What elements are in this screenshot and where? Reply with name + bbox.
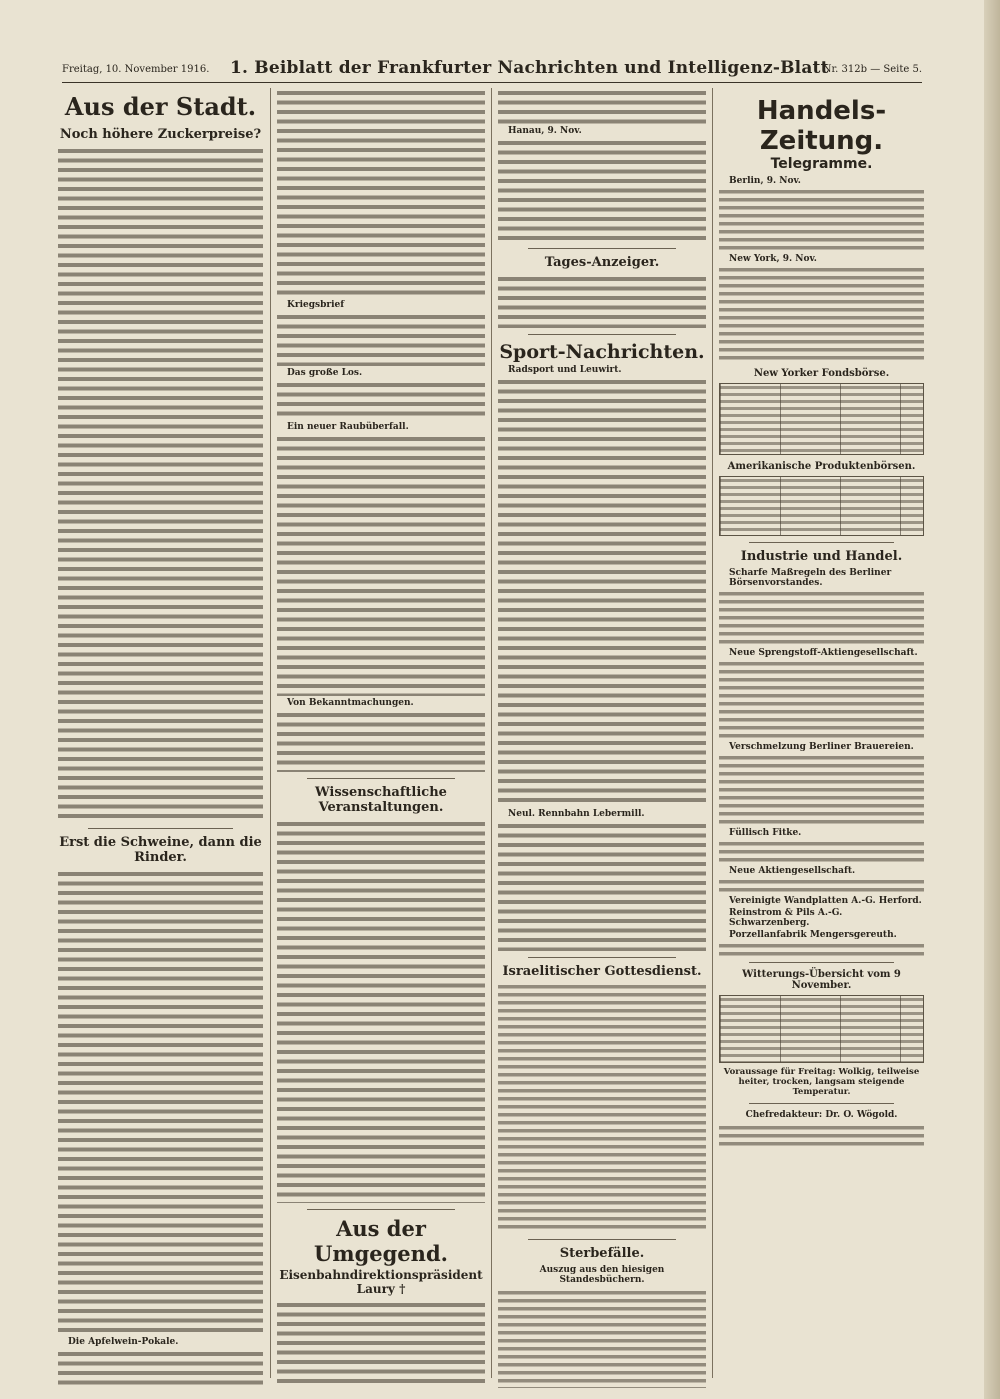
divider <box>749 1103 894 1104</box>
article-body <box>719 840 924 864</box>
article-body <box>277 710 485 772</box>
article-lead: Ein neuer Raubüberfall. <box>277 422 485 432</box>
article-body <box>719 942 924 956</box>
article-body <box>58 869 263 1335</box>
article-body <box>719 878 924 894</box>
data-table <box>719 476 924 536</box>
divider <box>528 957 676 958</box>
table-title: Amerikanische Produktenbörsen. <box>727 461 916 472</box>
masthead-title: 1. Beiblatt der Frankfurter Nachrichten und Intelligenz-Blatt <box>230 58 829 78</box>
article-body <box>277 1300 485 1388</box>
article-title: Sterbefälle. <box>559 1246 645 1261</box>
table-title: Witterungs-Übersicht vom 9 November. <box>742 969 901 991</box>
article-lead: Neul. Rennbahn Lebermill. <box>498 809 706 819</box>
article-subtitle: Auszug aus den hiesigen Standesbüchern. <box>539 1265 665 1285</box>
imprint-title: Chefredakteur: Dr. O. Wögold. <box>745 1110 898 1120</box>
divider <box>307 1209 455 1210</box>
section-title: Sport-Nachrichten. <box>499 341 705 363</box>
article-title: Noch höhere Zuckerpreise? <box>59 127 262 142</box>
article-body <box>719 590 924 646</box>
masthead-date: Freitag, 10. November 1916. <box>62 64 210 75</box>
article-lead: New York, 9. Nov. <box>719 254 924 264</box>
article-title: Wissenschaftliche Veranstaltungen. <box>315 785 447 815</box>
article-body <box>58 1349 263 1388</box>
article-body <box>277 434 485 696</box>
column-1 <box>58 88 263 1388</box>
article-title: Tages-Anzeiger. <box>544 255 660 270</box>
article-body <box>277 380 485 420</box>
divider <box>307 778 455 779</box>
article-lead: Die Apfelwein-Pokale. <box>58 1337 263 1347</box>
divider <box>749 962 894 963</box>
article-body <box>277 312 485 366</box>
article-lead: Radsport und Leuwirt. <box>498 365 706 375</box>
article-lead: Scharfe Maßregeln des Berliner Börsenvorstandes. <box>719 568 924 588</box>
article-lead: Neue Aktiengesellschaft. <box>719 866 924 876</box>
section-subtitle: Telegramme. <box>770 156 873 172</box>
section-title: Handels-Zeitung. <box>756 96 887 156</box>
column-rule <box>491 88 492 1378</box>
divider <box>749 542 894 543</box>
weather-table <box>719 995 924 1063</box>
column-3 <box>498 88 706 1388</box>
article-lead: Füllisch Fitke. <box>719 828 924 838</box>
table-title: New Yorker Fondsbörse. <box>753 368 890 379</box>
data-table <box>719 383 924 455</box>
article-lead: Hanau, 9. Nov. <box>498 126 706 136</box>
article-body <box>498 1289 706 1388</box>
divider <box>88 828 233 829</box>
article-lead: Neue Sprengstoff-Aktiengesellschaft. <box>719 648 924 658</box>
article-body <box>498 274 706 328</box>
article-body <box>719 266 924 362</box>
article-title: Israelitischer Gottesdienst. <box>502 964 702 979</box>
article-lead: Das große Los. <box>277 368 485 378</box>
article-lead: Verschmelzung Berliner Brauereien. <box>719 742 924 752</box>
article-title: Eisenbahndirektionspräsident Laury † <box>279 1268 483 1296</box>
article-body <box>58 146 263 822</box>
article-lead: Berlin, 9. Nov. <box>719 176 924 186</box>
masthead <box>62 58 922 83</box>
article-lead: Reinstrom & Pils A.-G. Schwarzenberg. <box>719 908 924 928</box>
article-body <box>719 188 924 252</box>
divider <box>528 334 676 335</box>
article-lead: Porzellanfabrik Mengersgereuth. <box>719 930 924 940</box>
column-rule <box>712 88 713 1378</box>
article-body <box>498 983 706 1233</box>
masthead-issue: Nr. 312b — Seite 5. <box>822 64 922 75</box>
divider <box>528 248 676 249</box>
article-body <box>719 660 924 740</box>
article-body <box>498 88 706 124</box>
column-2 <box>277 88 485 1388</box>
section-title: Aus der Umgegend. <box>314 1216 448 1266</box>
article-body <box>277 819 485 1203</box>
column-4 <box>719 88 924 1388</box>
article-body <box>498 138 706 242</box>
article-lead: Vereinigte Wandplatten A.-G. Herford. <box>719 896 924 906</box>
column-rule <box>270 88 271 1378</box>
article-body <box>719 754 924 826</box>
page-edge <box>984 0 1000 1399</box>
article-title: Industrie und Handel. <box>740 549 903 564</box>
article-lead: Von Bekanntmachungen. <box>277 698 485 708</box>
article-lead: Kriegsbrief <box>277 300 485 310</box>
article-body <box>277 88 485 298</box>
imprint-body <box>719 1124 924 1148</box>
article-body <box>498 821 706 951</box>
article-body <box>498 377 706 807</box>
divider <box>528 1239 676 1240</box>
weather-forecast: Voraussage für Freitag: Wolkig, teilweise heiter, trocken, langsam steigende Temperatur. <box>719 1067 924 1097</box>
article-title: Erst die Schweine, dann die Rinder. <box>59 835 262 865</box>
section-title: Aus der Stadt. <box>64 92 257 121</box>
